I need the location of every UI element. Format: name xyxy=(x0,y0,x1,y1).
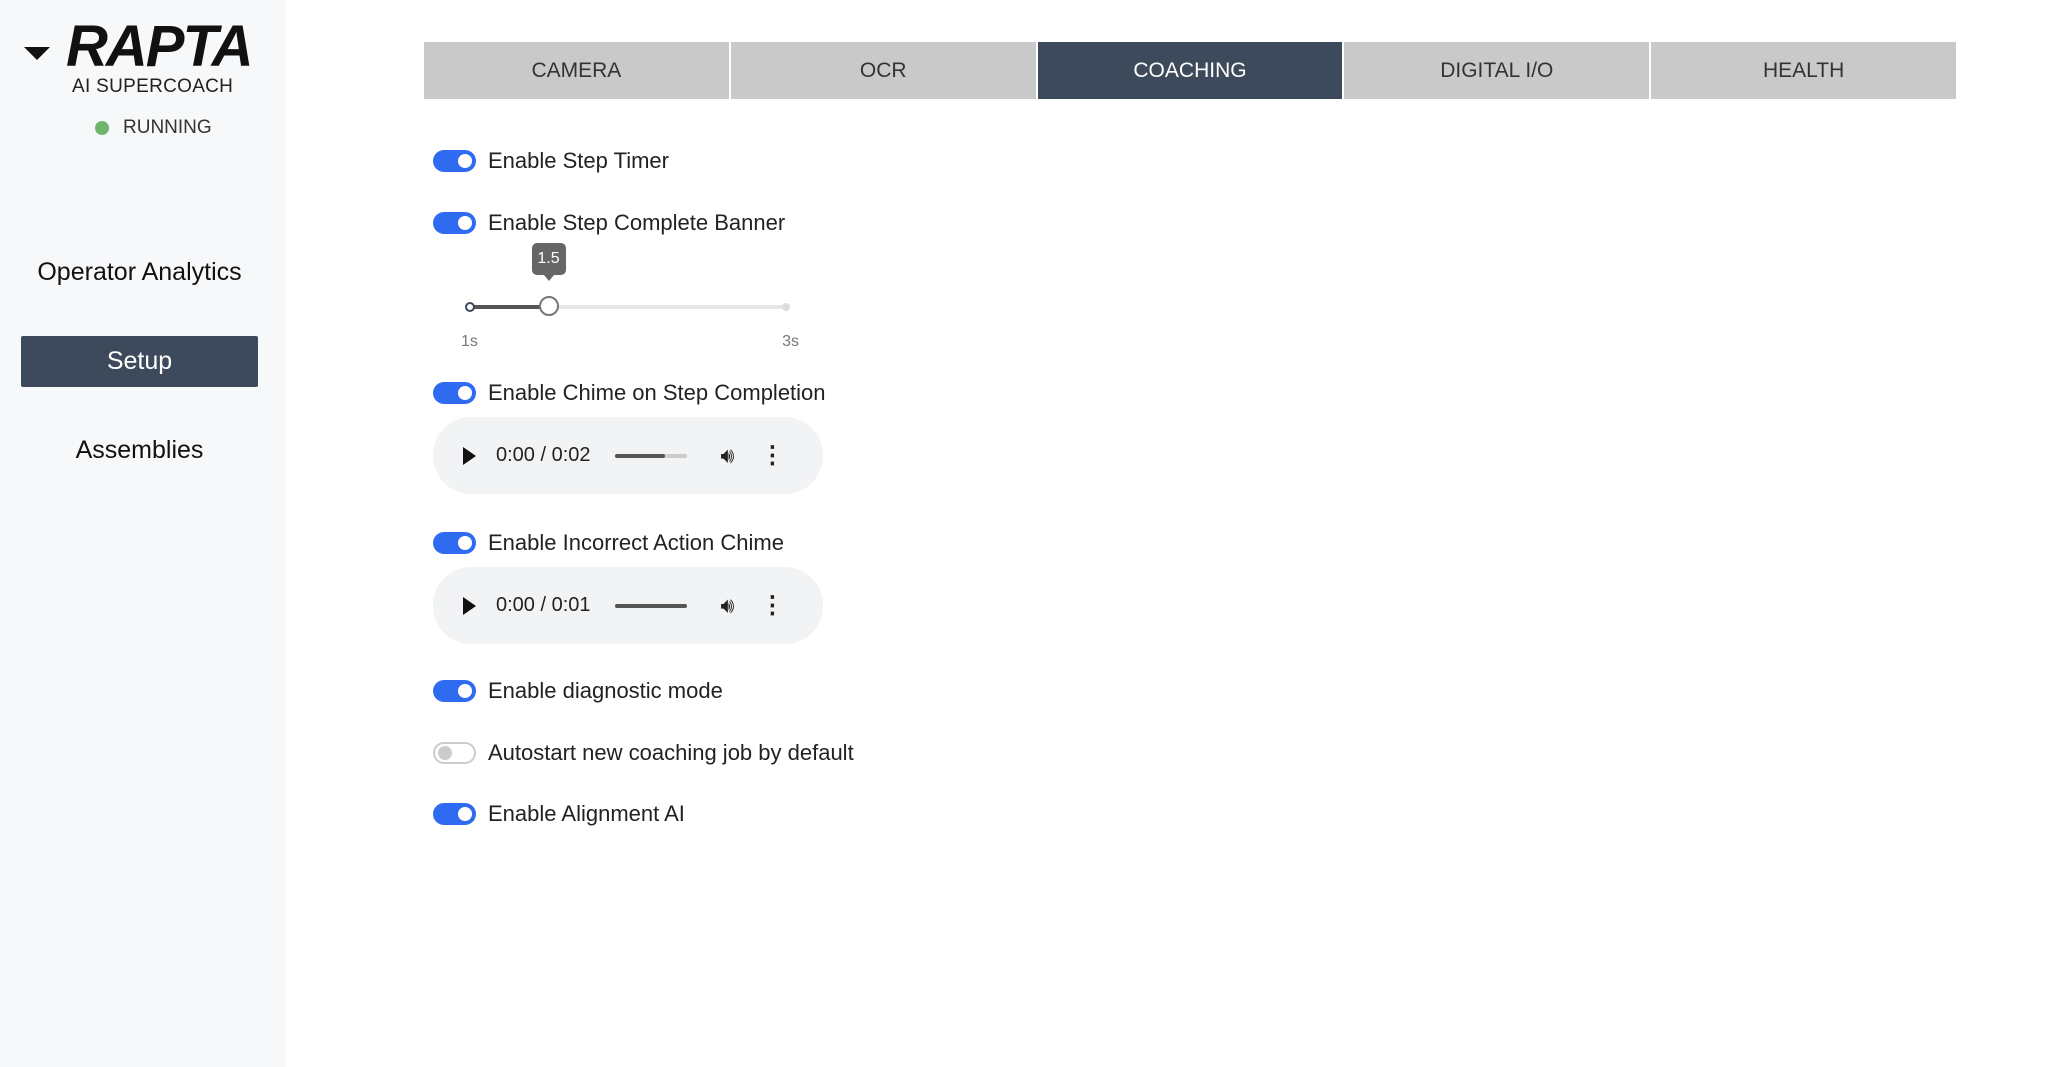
setting-label: Autostart new coaching job by default xyxy=(488,740,854,765)
slider-value-tooltip: 1.5 xyxy=(532,243,566,275)
setting-incorrect-action-chime xyxy=(433,530,784,556)
banner-duration-slider[interactable] xyxy=(461,250,799,350)
setting-step-timer xyxy=(433,148,669,174)
tab-coaching[interactable]: COACHING xyxy=(1038,42,1343,99)
toggle-step-complete-banner[interactable] xyxy=(433,212,476,234)
setting-label: Enable Chime on Step Completion xyxy=(488,380,826,405)
audio-player-step-chime xyxy=(433,417,823,494)
tab-camera[interactable]: CAMERA xyxy=(424,42,729,99)
play-icon[interactable] xyxy=(463,597,476,615)
status-text: RUNNING xyxy=(123,117,212,138)
setting-label: Enable diagnostic mode xyxy=(488,678,723,703)
setting-label: Enable Step Complete Banner xyxy=(488,210,786,235)
slider-max-label: 3s xyxy=(782,333,799,350)
audio-player-incorrect-chime xyxy=(433,567,823,644)
status-indicator xyxy=(95,117,212,139)
audio-time: 0:00 / 0:01 xyxy=(496,594,591,616)
more-options-icon[interactable]: ⋮ xyxy=(760,442,785,469)
toggle-diagnostic-mode[interactable] xyxy=(433,680,476,702)
slider-start-dot xyxy=(465,302,475,312)
nav-assemblies[interactable]: Assemblies xyxy=(75,436,204,464)
play-icon[interactable] xyxy=(463,447,476,465)
volume-icon[interactable]: 🔊︎ xyxy=(720,442,735,468)
toggle-autostart-coaching[interactable] xyxy=(433,742,476,764)
tab-digital-io[interactable]: DIGITAL I/O xyxy=(1344,42,1649,99)
setting-label: Enable Incorrect Action Chime xyxy=(488,530,784,555)
setting-step-complete-banner xyxy=(433,210,785,236)
tab-ocr[interactable]: OCR xyxy=(731,42,1036,99)
nav-setup[interactable]: Setup xyxy=(21,336,258,387)
status-dot-icon xyxy=(95,121,109,135)
setup-tabs xyxy=(424,42,1956,99)
nav-operator-analytics[interactable]: Operator Analytics xyxy=(37,258,242,286)
toggle-chime-step-completion[interactable] xyxy=(433,382,476,404)
logo: RAPTA xyxy=(66,14,252,79)
slider-fill xyxy=(469,305,549,309)
logo-subtitle: AI SUPERCOACH xyxy=(72,76,234,97)
setting-chime-step-completion xyxy=(433,380,826,406)
slider-handle[interactable] xyxy=(539,296,559,316)
slider-end-dot xyxy=(782,303,790,311)
setting-label: Enable Alignment AI xyxy=(488,801,685,826)
audio-volume-bar[interactable] xyxy=(615,454,687,458)
setting-alignment-ai xyxy=(433,801,685,827)
volume-icon[interactable]: 🔊︎ xyxy=(720,592,735,618)
tab-health[interactable]: HEALTH xyxy=(1651,42,1956,99)
toggle-alignment-ai[interactable] xyxy=(433,803,476,825)
toggle-step-timer[interactable] xyxy=(433,150,476,172)
setting-autostart-coaching xyxy=(433,740,854,766)
slider-min-label: 1s xyxy=(461,333,478,350)
setting-label: Enable Step Timer xyxy=(488,148,669,173)
collapse-caret-icon[interactable] xyxy=(24,47,50,60)
audio-time: 0:00 / 0:02 xyxy=(496,444,591,466)
sidebar xyxy=(0,0,285,1067)
setting-diagnostic-mode xyxy=(433,678,723,704)
toggle-incorrect-action-chime[interactable] xyxy=(433,532,476,554)
more-options-icon[interactable]: ⋮ xyxy=(760,592,785,619)
audio-volume-bar[interactable] xyxy=(615,604,687,608)
